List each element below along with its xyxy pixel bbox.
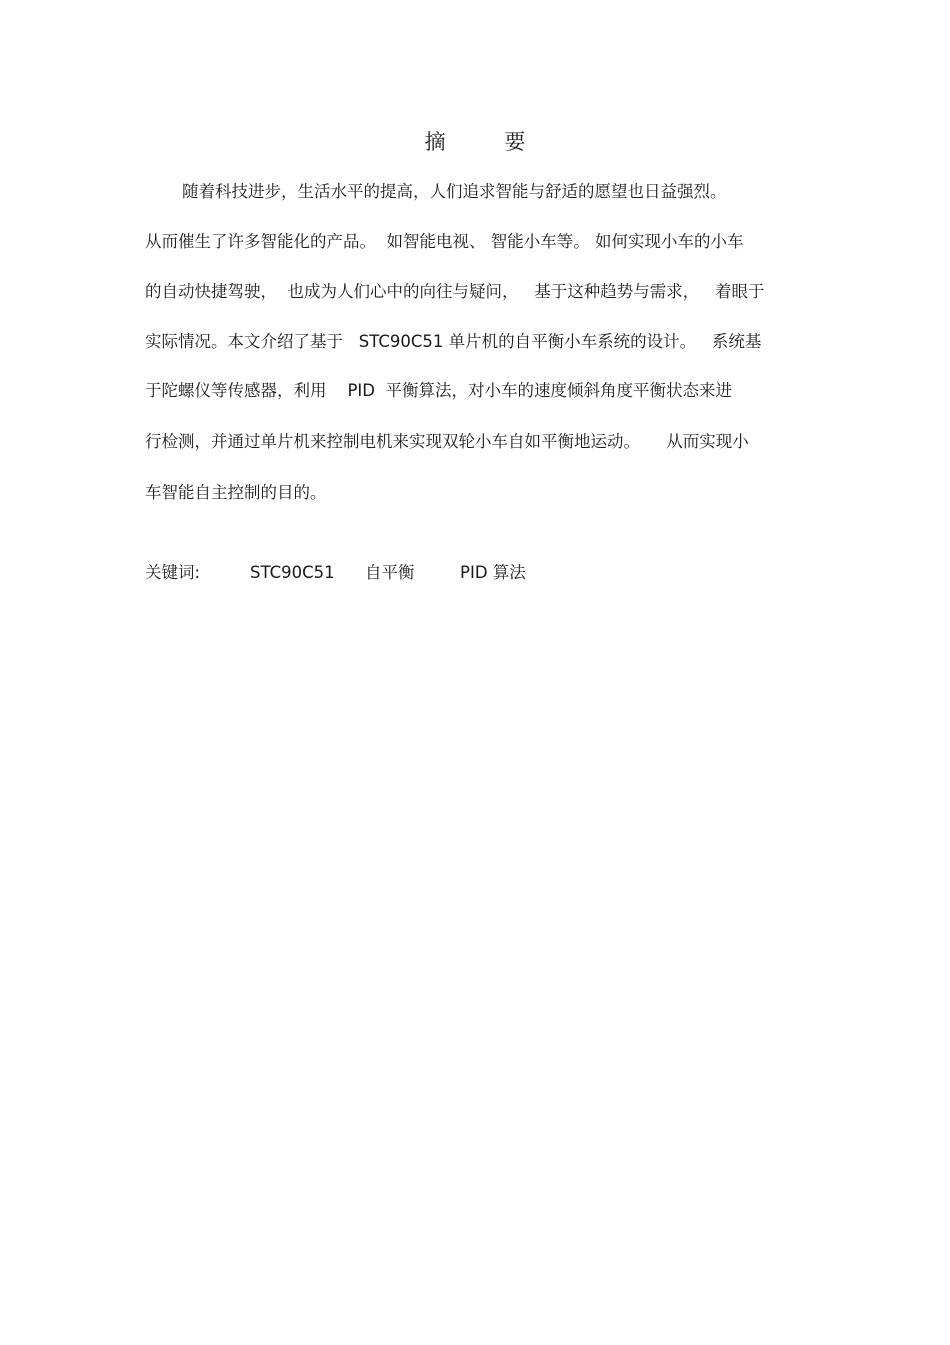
abstract-line-1: 随着科技进步，生活水平的提高，人们追求智能与舒适的愿望也日益强烈。	[182, 182, 727, 201]
keywords-label: 关键词:	[145, 563, 201, 582]
keyword-item: 自平衡	[365, 563, 415, 582]
abstract-line-3: 的自动快捷驾驶， 也成为人们心中的向往与疑问， 基于这种趋势与需求， 着眼于	[145, 282, 765, 301]
abstract-line-6: 行检测，并通过单片机来控制电机来实现双轮小车自如平衡地运动。 从而实现小	[145, 432, 749, 451]
keyword-item: PID 算法	[460, 563, 526, 582]
abstract-line-2: 从而催生了许多智能化的产品。 如智能电视、 智能小车等。 如何实现小车的小车	[145, 232, 744, 251]
keyword-item: STC90C51	[250, 563, 335, 582]
abstract-line-7: 车智能自主控制的目的。	[145, 483, 327, 502]
abstract-title: 摘 要	[424, 130, 552, 154]
abstract-line-4: 实际情况。本文介绍了基于 STC90C51 单片机的自平衡小车系统的设计。 系统基	[145, 332, 762, 351]
abstract-line-5: 于陀螺仪等传感器，利用 PID 平衡算法，对小车的速度倾斜角度平衡状态来进	[145, 381, 732, 400]
